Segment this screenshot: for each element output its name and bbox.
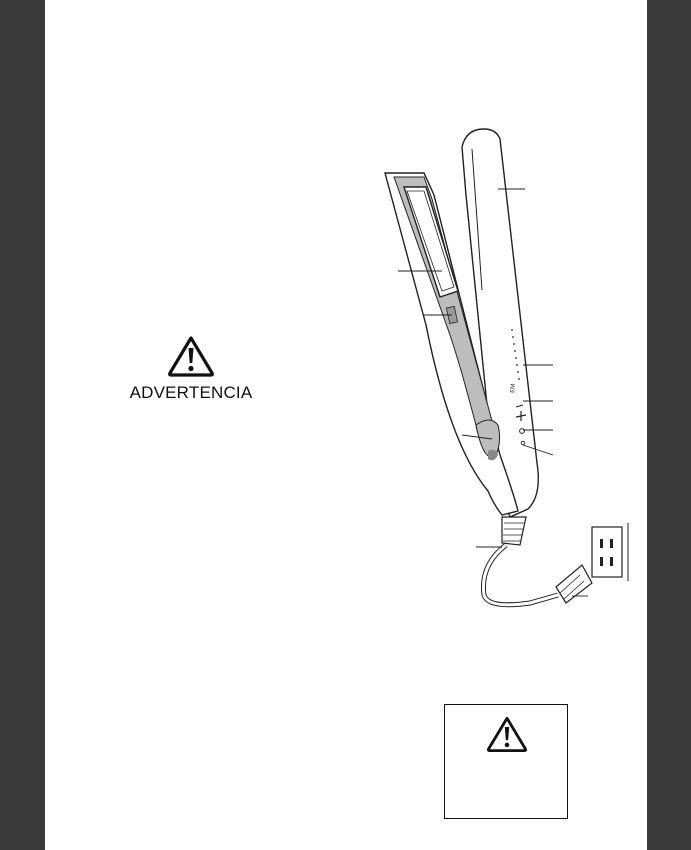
warning-notice [120, 335, 262, 405]
warning-triangle-icon [167, 335, 215, 377]
warning-triangle-icon [486, 715, 528, 753]
caution-box [444, 704, 568, 819]
warning-label: ADVERTENCIA [129, 383, 253, 402]
wall-outlet [592, 527, 622, 577]
flat-iron-illustration [380, 125, 630, 625]
plug [556, 565, 592, 603]
right-margin-band [647, 0, 691, 850]
left-margin-band [0, 0, 45, 850]
svg-text:EM: EM [510, 383, 517, 394]
